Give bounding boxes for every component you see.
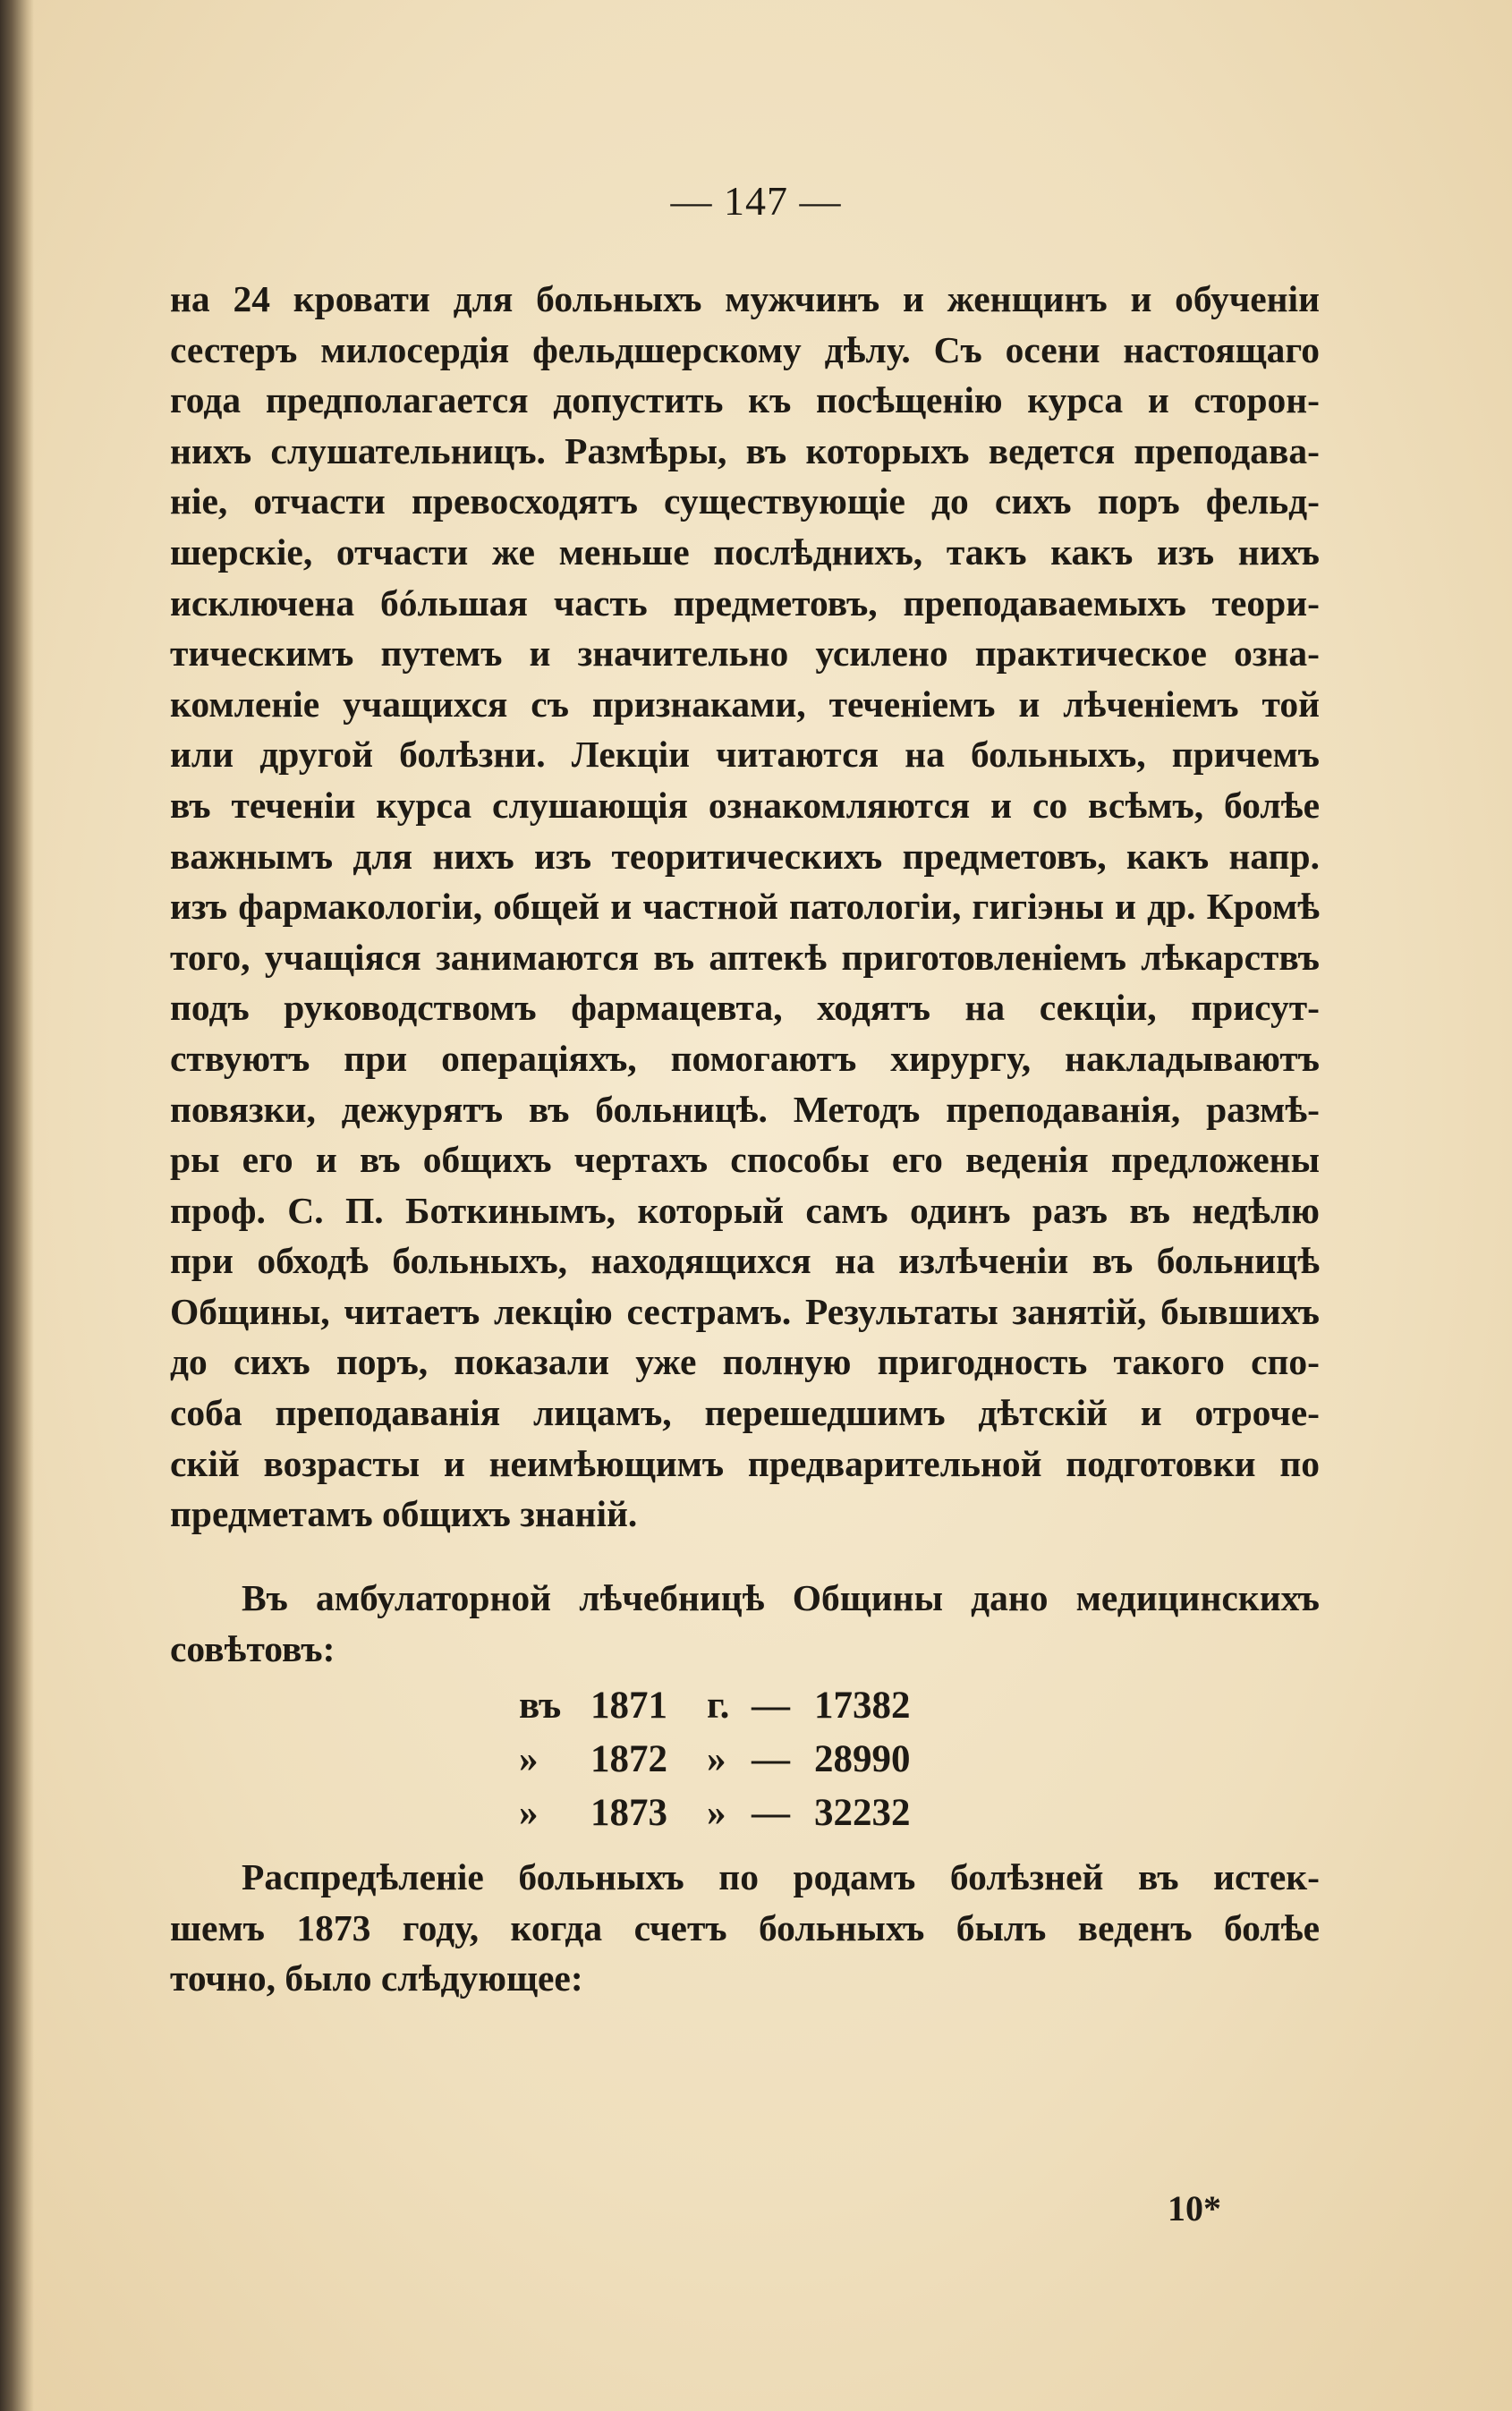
text-line: на 24 кровати для больныхъ мужчинъ и женщинъ и обученіи	[170, 278, 1320, 319]
text-line: скій возрасты и неимѣющимъ предварительной подготовки по	[170, 1442, 1320, 1484]
stat-prefix: »	[519, 1738, 539, 1780]
text-line: ры его и въ общихъ чертахъ способы его веденія предложены	[170, 1139, 1320, 1181]
stat-year: 1872	[590, 1738, 667, 1780]
stat-prefix: въ	[519, 1685, 562, 1727]
stat-value: 17382	[814, 1685, 911, 1727]
text-line: повязки, дежурятъ въ больницѣ. Методъ преподаванія, размѣ-	[170, 1088, 1320, 1130]
paragraph-1	[170, 274, 1320, 1540]
text-line: исключена бóльшая часть предметовъ, преподаваемыхъ теори-	[170, 582, 1320, 624]
stat-dash: —	[752, 1685, 790, 1727]
paragraph-3	[170, 1852, 1320, 2004]
text-line: предметамъ общихъ знаній.	[170, 1493, 638, 1535]
stat-prefix: »	[519, 1792, 539, 1834]
text-line: нихъ слушательницъ. Размѣры, въ которыхъ ведется преподава-	[170, 429, 1320, 471]
stat-dash: —	[752, 1738, 790, 1780]
text-line: до сихъ поръ, показали уже полную пригодность такого спо-	[170, 1341, 1320, 1383]
stat-row	[519, 1733, 911, 1787]
stat-row	[519, 1679, 911, 1733]
signature-mark: 10*	[1168, 2188, 1221, 2228]
stat-value: 32232	[814, 1792, 911, 1834]
text-line: или другой болѣзни. Лекціи читаются на больныхъ, причемъ	[170, 734, 1320, 776]
stat-row	[519, 1787, 911, 1840]
text-line: изъ фармакологіи, общей и частной патологіи, гигіэны и др. Кромѣ	[170, 886, 1320, 928]
text-line: шерскіе, отчасти же меньше послѣднихъ, такъ какъ изъ нихъ	[170, 531, 1320, 573]
page-number: — 147 —	[670, 178, 842, 224]
text-line: Общины, читаетъ лекцію сестрамъ. Результаты занятій, бывшихъ	[170, 1290, 1320, 1332]
text-line: комленіе учащихся съ признаками, теченіемъ и лѣченіемъ той	[170, 683, 1320, 725]
text-line: въ теченіи курса слушающія ознакомляются и со всѣмъ, болѣе	[170, 784, 1320, 826]
text-line: совѣтовъ:	[170, 1627, 336, 1669]
text-line: точно, было слѣдующее:	[170, 1957, 583, 1999]
consultation-stats	[519, 1679, 911, 1840]
text-line: важнымъ для нихъ изъ теоритическихъ предметовъ, какъ напр.	[170, 835, 1320, 877]
stat-dash: —	[752, 1792, 790, 1834]
stat-year: 1873	[590, 1792, 667, 1834]
text-line: того, учащіяся занимаются въ аптекѣ приготовленіемъ лѣкарствъ	[170, 936, 1320, 978]
stat-value: 28990	[814, 1738, 911, 1780]
text-line: ствуютъ при операціяхъ, помогаютъ хирургу, накладываютъ	[170, 1037, 1320, 1079]
text-line: Распредѣленіе больныхъ по родамъ болѣзней въ истек-	[242, 1856, 1320, 1897]
stat-year: 1871	[590, 1685, 667, 1727]
paragraph-2	[170, 1573, 1320, 1674]
text-line: подъ руководствомъ фармацевта, ходятъ на секціи, присут-	[170, 987, 1320, 1029]
text-line: ніе, отчасти превосходятъ существующіе до сихъ поръ фельд-	[170, 480, 1320, 522]
text-line: тическимъ путемъ и значительно усилено практическое озна-	[170, 632, 1320, 675]
text-line: проф. С. П. Боткинымъ, который самъ одинъ разъ въ недѣлю	[170, 1189, 1320, 1231]
stat-unit: г.	[707, 1685, 730, 1727]
text-line: при обходѣ больныхъ, находящихся на излѣченіи въ больницѣ	[170, 1240, 1320, 1282]
text-line: соба преподаванія лицамъ, перешедшимъ дѣтскій и отроче-	[170, 1392, 1320, 1434]
stat-unit: »	[707, 1792, 726, 1834]
text-line: Въ амбулаторной лѣчебницѣ Общины дано медицинскихъ	[242, 1577, 1320, 1618]
stat-unit: »	[707, 1738, 726, 1780]
text-line: сестеръ милосердія фельдшерскому дѣлу. Съ осени настоящаго	[170, 328, 1320, 370]
text-line: года предполагается допустить къ посѣщенію курса и сторон-	[170, 379, 1320, 421]
text-line: шемъ 1873 году, когда счетъ больныхъ былъ веденъ болѣе	[170, 1906, 1320, 1948]
